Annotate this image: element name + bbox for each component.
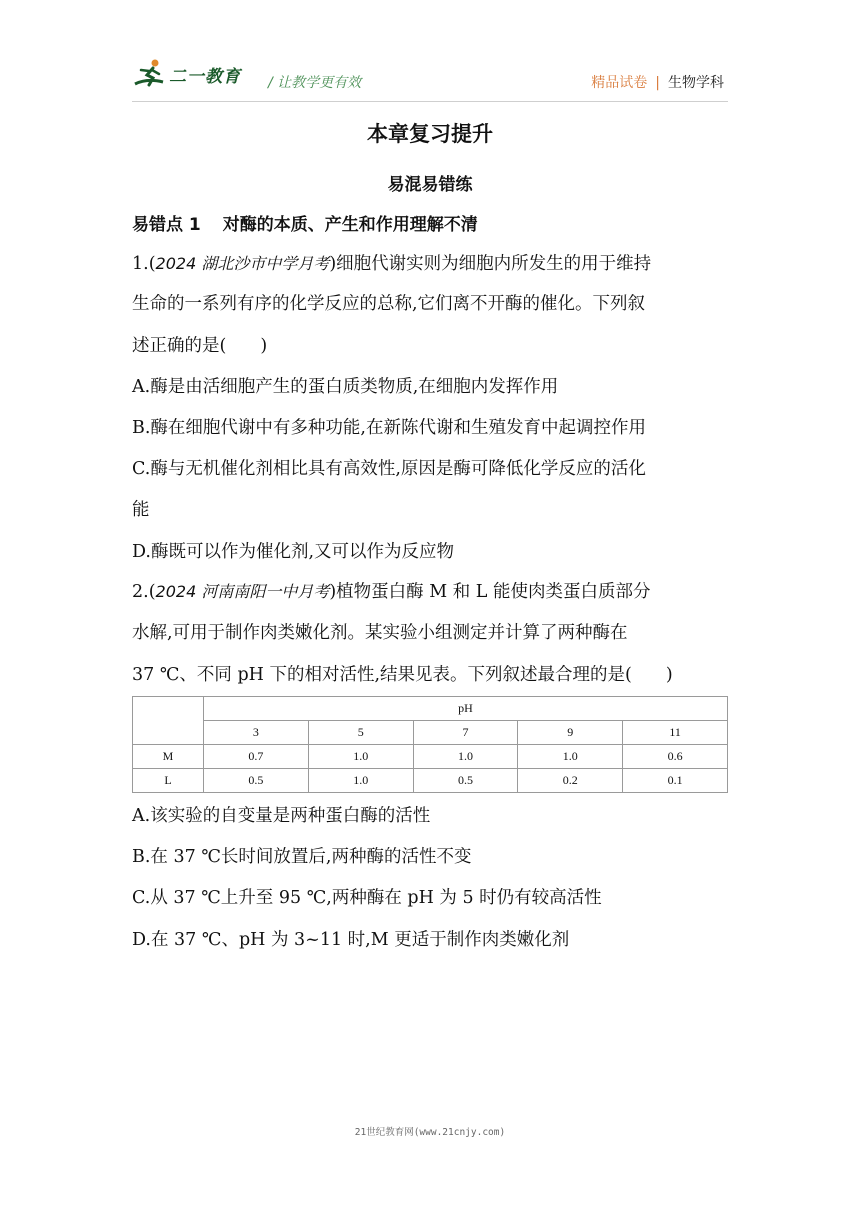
- table-cell: 1.0: [308, 745, 413, 769]
- runner-logo-icon: [133, 58, 169, 90]
- q2-option-c: C.从 37 ℃上升至 95 ℃,两种酶在 pH 为 5 时仍有较高活性: [132, 888, 602, 908]
- table-cell: 0.6: [623, 745, 728, 769]
- q1-option-b: B.酶在细胞代谢中有多种功能,在新陈代谢和生殖发育中起调控作用: [132, 418, 646, 438]
- table-cell: 1.0: [518, 745, 623, 769]
- table-row: [133, 769, 728, 793]
- ph-values-row: [133, 721, 728, 745]
- error-point-text: 对酶的本质、产生和作用理解不清: [222, 215, 478, 235]
- table-cell: 0.2: [518, 769, 623, 793]
- q2-stem-line-1: [132, 580, 650, 604]
- table-corner-cell: [133, 697, 204, 745]
- q1-source: 2024 湖北沙市中学月考: [155, 254, 330, 273]
- q2-source: 2024 河南南阳一中月考: [155, 582, 330, 601]
- ph-value-cell: 5: [308, 721, 413, 745]
- header-labels: [591, 72, 724, 92]
- ph-value-cell: 11: [623, 721, 728, 745]
- table-row: [133, 745, 728, 769]
- brand-slogan: / 让教学更有效: [268, 75, 362, 91]
- table-header-row: [133, 697, 728, 721]
- q1-stem-line-2: 生命的一系列有序的化学反应的总称,它们离不开酶的催化。下列叙: [132, 294, 646, 314]
- table-cell: 0.5: [204, 769, 309, 793]
- ph-value-cell: 9: [518, 721, 623, 745]
- row-label-cell: L: [133, 769, 204, 793]
- row-label-cell: M: [133, 745, 204, 769]
- error-point-label: 易错点 1: [132, 215, 201, 235]
- brand-name: 二一教育: [169, 67, 241, 87]
- q1-stem-text-3: 述正确的是(: [132, 336, 227, 356]
- q2-option-a: A.该实验的自变量是两种蛋白酶的活性: [132, 806, 431, 826]
- ph-header-cell: pH: [204, 697, 728, 721]
- brand-logo: [133, 58, 243, 90]
- paper-type-label: 精品试卷: [591, 75, 648, 91]
- header-divider: [132, 101, 728, 102]
- q1-option-d: D.酶既可以作为催化剂,又可以作为反应物: [132, 542, 455, 562]
- q2-stem-line-3: [132, 663, 673, 687]
- q1-stem-line-3: [132, 334, 267, 358]
- q1-stem-line-1: [132, 252, 651, 276]
- page-header: [0, 0, 860, 110]
- page-footer: 21世纪教育网(www.21cnjy.com): [354, 1127, 506, 1138]
- q2-stem-line-2: 水解,可用于制作肉类嫩化剂。某实验小组测定并计算了两种酶在: [132, 623, 628, 643]
- q2-option-d: D.在 37 ℃、pH 为 3~11 时,M 更适于制作肉类嫩化剂: [132, 930, 570, 950]
- ph-value-cell: 7: [413, 721, 518, 745]
- table-cell: 1.0: [308, 769, 413, 793]
- q1-number: 1.(: [132, 254, 156, 274]
- table-cell: 1.0: [413, 745, 518, 769]
- section-title: 易混易错练: [387, 175, 473, 195]
- q2-number: 2.(: [132, 582, 156, 602]
- table-cell: 0.7: [204, 745, 309, 769]
- table-cell: 0.5: [413, 769, 518, 793]
- ph-value-cell: 3: [204, 721, 309, 745]
- chapter-title: 本章复习提升: [367, 122, 493, 146]
- q2-stem-close: ): [665, 665, 673, 685]
- table-cell: 0.1: [623, 769, 728, 793]
- q2-stem-text-3: 37 ℃、不同 pH 下的相对活性,结果见表。下列叙述最合理的是(: [132, 665, 632, 685]
- q2-stem-text-1: )植物蛋白酶 M 和 L 能使肉类蛋白质部分: [329, 582, 651, 602]
- q2-option-b: B.在 37 ℃长时间放置后,两种酶的活性不变: [132, 847, 472, 867]
- q1-option-c: C.酶与无机催化剂相比具有高效性,原因是酶可降低化学反应的活化: [132, 459, 646, 479]
- q1-stem-close: ): [260, 336, 268, 356]
- subject-label: 生物学科: [668, 75, 724, 91]
- q1-option-a: A.酶是由活细胞产生的蛋白质类物质,在细胞内发挥作用: [132, 377, 559, 397]
- header-separator: |: [655, 75, 660, 91]
- q1-option-c-cont: 能: [132, 500, 150, 520]
- error-point-heading: [132, 210, 478, 235]
- q1-stem-text-1: )细胞代谢实则为细胞内所发生的用于维持: [329, 254, 652, 274]
- ph-activity-table: [132, 696, 728, 793]
